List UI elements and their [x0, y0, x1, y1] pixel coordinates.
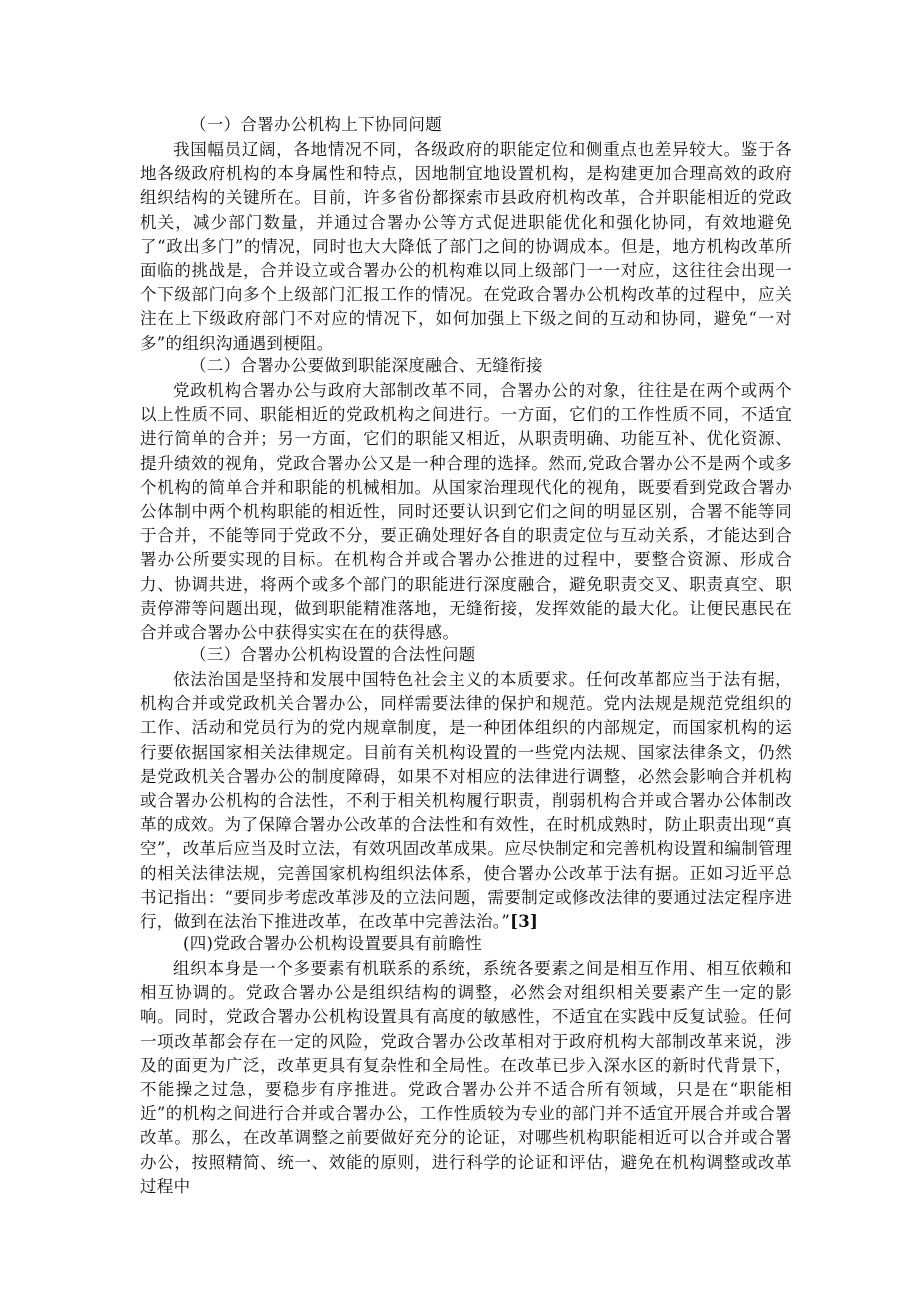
- section-paragraph-4: 组织本身是一个多要素有机联系的系统，系统各要素之间是相互作用、相互依赖和相互协调的。党政合署办公是组织结构的调整，必然会对组织相关要素产生一定的影响。同时，党政合署办公机构设置具有高度的敏感性，不适宜在实践中反复试验。任何一项改革都会存在一定的风险，党政合署办公改革相对于政府机构大部制改革来说，涉及的面更为广泛，改革更具有复杂性和全局性。在改革已步入深水区的新时代背景下，不能操之过急，要稳步有序推进。党政合署办公并不适合所有领域，只是在“职能相近”的机构之间进行合并或合署办公，工作性质较为专业的部门并不适宜开展合并或合署改革。那么，在改革调整之前要做好充分的论证，对哪些机构职能相近可以合并或合署办公，按照精简、统一、效能的原则，进行科学的论证和评估，避免在机构调整或改革过程中: [140, 959, 792, 1196]
- section-heading-4: (四)党政合署办公机构设置要具有前瞻性: [183, 934, 483, 953]
- section-paragraph-2: 党政机构合署办公与政府大部制改革不同，合署办公的对象，往往是在两个或两个以上性质不同、职能相近的党政机构之间进行。一方面，它们的工作性质不同，不适宜进行简单的合并；另一方面，它们的职能又相近，从职责明确、功能互补、优化资源、提升绩效的视角，党政合署办公又是一种合理的选择。然而,党政合署办公不是两个或多个机构的简单合并和职能的机械相加。从国家治理现代化的视角，既要看到党政合署办公体制中两个机构职能的相近性，同时还要认识到它们之间的明显区别，合署不能等同于合并，不能等同于党政不分，要正确处理好各自的职责定位与互动关系，才能达到合署办公所要实现的目标。在机构合并或合署办公推进的过程中，要整合资源、形成合力、协调共进，将两个或多个部门的职能进行深度融合，避免职责交叉、职责真空、职责停滞等问题出现，做到职能精准落地，无缝衔接，发挥效能的最大化。让便民惠民在合并或合署办公中获得实实在在的获得感。: [140, 381, 792, 643]
- section-paragraph-3: [140, 668, 792, 934]
- section-heading-1: （一）合署办公机构上下协同问题: [190, 115, 442, 134]
- section-paragraph-3-text: 依法治国是坚持和发展中国特色社会主义的本质要求。任何改革都应当于法有据，机构合并或党政机关合署办公，同样需要法律的保护和规范。党内法规是规范党组织的工作、活动和党员行为的党内规章制度，是一种团体组织的内部规定，而国家机构的运行要依据国家相关法律规定。目前有关机构设置的一些党内法规、国家法律条文，仍然是党政机关合署办公的制度障碍，如果不对相应的法律进行调整，必然会影响合并机构或合署办公机构的合法性，不利于相关机构履行职责，削弱机构合并或合署办公体制改革的成效。为了保障合署办公改革的合法性和有效性，在时机成熟时，防止职责出现“真空”，改革后应当及时立法，有效巩固改革成果。应尽快制定和完善机构设置和编制管理的相关法律法规，完善国家机构组织法体系，使合署办公改革于法有据。正如习近平总书记指出：“要同步考虑改革涉及的立法问题，需要制定或修改法律的要通过法定程序进行，做到在法治下推进改革，在改革中完善法治。”: [140, 670, 792, 932]
- section-paragraph-1: 我国幅员辽阔，各地情况不同，各级政府的职能定位和侧重点也差异较大。鉴于各地各级政府机构的本身属性和特点，因地制宜地设置机构，是构建更加合理高效的政府组织结构的关键所在。目前，许多省份都探索市县政府机构改革，合并职能相近的党政机关，减少部门数量，并通过合署办公等方式促进职能优化和强化协同，有效地避免了“政出多门”的情况，同时也大大降低了部门之间的协调成本。但是，地方机构改革所面临的挑战是，合并设立或合署办公的机构难以同上级部门一一对应，这往往会出现一个下级部门向多个上级部门汇报工作的情况。在党政合署办公机构改革的过程中，应关注在上下级政府部门不对应的情况下，如何加强上下级之间的互动和协同，避免“一对多”的组织沟通遇到梗阻。: [140, 140, 792, 353]
- citation-reference[interactable]: [3]: [510, 912, 539, 932]
- section-heading-2: （二）合署办公要做到职能深度融合、无缝衔接: [190, 356, 543, 375]
- section-heading-3: （三）合署办公机构设置的合法性问题: [190, 645, 476, 664]
